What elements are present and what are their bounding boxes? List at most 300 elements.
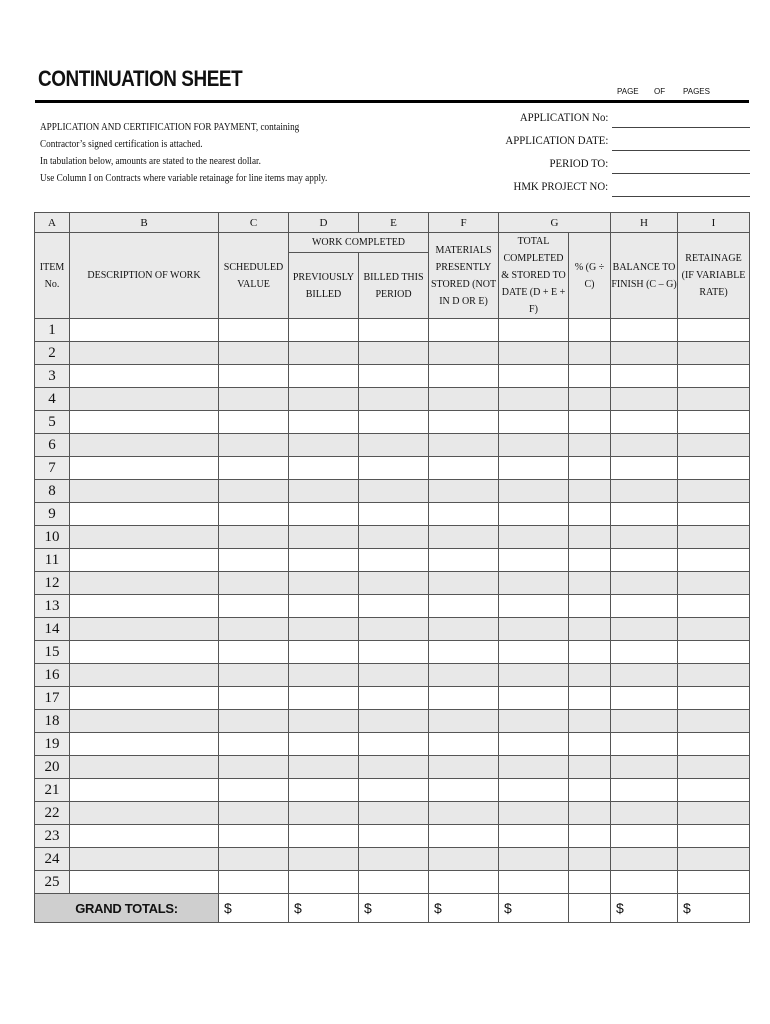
retainage-cell[interactable]	[678, 480, 750, 503]
billed-this-period-header: BILLED THIS PERIOD	[359, 253, 429, 319]
percent-cell[interactable]	[569, 848, 611, 871]
total-completed-cell[interactable]	[499, 411, 569, 434]
scheduled-value-cell[interactable]	[219, 388, 289, 411]
retainage-cell[interactable]	[678, 365, 750, 388]
previously-billed-cell[interactable]	[289, 342, 359, 365]
balance-cell[interactable]	[611, 779, 678, 802]
balance-cell[interactable]	[611, 687, 678, 710]
materials-stored-cell[interactable]	[429, 595, 499, 618]
percent-cell[interactable]	[569, 480, 611, 503]
grand-totals-label: GRAND TOTALS:	[35, 894, 219, 923]
previously-billed-cell[interactable]	[289, 641, 359, 664]
retainage-cell[interactable]	[678, 825, 750, 848]
scheduled-value-cell[interactable]	[219, 342, 289, 365]
materials-stored-cell[interactable]	[429, 526, 499, 549]
percent-cell[interactable]	[569, 779, 611, 802]
retainage-cell[interactable]	[678, 871, 750, 894]
previously-billed-cell[interactable]	[289, 733, 359, 756]
column-letter: A	[35, 213, 70, 233]
description-cell[interactable]	[70, 641, 219, 664]
retainage-cell[interactable]	[678, 756, 750, 779]
description-cell[interactable]	[70, 503, 219, 526]
percent-cell[interactable]	[569, 526, 611, 549]
retainage-cell[interactable]	[678, 388, 750, 411]
column-letter: B	[70, 213, 219, 233]
billed-this-period-cell[interactable]	[359, 365, 429, 388]
balance-cell[interactable]	[611, 756, 678, 779]
total-completed-cell[interactable]	[499, 733, 569, 756]
description-cell[interactable]	[70, 802, 219, 825]
retainage-cell[interactable]	[678, 503, 750, 526]
table-row	[35, 549, 750, 572]
table-row	[35, 848, 750, 871]
item-number: 3	[35, 365, 70, 388]
retainage-cell[interactable]	[678, 733, 750, 756]
total-completed-cell[interactable]	[499, 434, 569, 457]
billed-this-period-cell[interactable]	[359, 595, 429, 618]
balance-cell[interactable]	[611, 388, 678, 411]
table-row	[35, 365, 750, 388]
table-row	[35, 572, 750, 595]
application-no-line[interactable]	[612, 127, 750, 128]
scheduled-value-cell[interactable]	[219, 526, 289, 549]
column-letter: H	[611, 213, 678, 233]
description-cell[interactable]	[70, 618, 219, 641]
previously-billed-cell[interactable]	[289, 319, 359, 342]
percent-cell[interactable]	[569, 365, 611, 388]
balance-cell[interactable]	[611, 733, 678, 756]
item-number: 18	[35, 710, 70, 733]
column-letter: E	[359, 213, 429, 233]
percent-cell[interactable]	[569, 503, 611, 526]
description-cell[interactable]	[70, 848, 219, 871]
item-number: 7	[35, 457, 70, 480]
percent-cell[interactable]	[569, 411, 611, 434]
scheduled-value-cell[interactable]	[219, 618, 289, 641]
description-cell[interactable]	[70, 710, 219, 733]
scheduled-value-cell[interactable]	[219, 756, 289, 779]
materials-stored-cell[interactable]	[429, 802, 499, 825]
scheduled-value-cell[interactable]	[219, 733, 289, 756]
billed-this-period-cell[interactable]	[359, 319, 429, 342]
grand-totals-row	[35, 894, 750, 923]
item-number: 19	[35, 733, 70, 756]
description-cell[interactable]	[70, 388, 219, 411]
balance-cell[interactable]	[611, 871, 678, 894]
application-date-label: APPLICATION DATE:	[505, 133, 608, 147]
description-cell[interactable]	[70, 434, 219, 457]
column-letter: D	[289, 213, 359, 233]
materials-stored-cell[interactable]	[429, 687, 499, 710]
item-number: 23	[35, 825, 70, 848]
retainage-header: RETAINAGE (IF VARIABLE RATE)	[678, 233, 750, 319]
percent-cell[interactable]	[569, 618, 611, 641]
billed-this-period-cell[interactable]	[359, 687, 429, 710]
scheduled-value-cell[interactable]	[219, 503, 289, 526]
billed-this-period-cell[interactable]	[359, 618, 429, 641]
billed-this-period-cell[interactable]	[359, 572, 429, 595]
total-completed-cell[interactable]	[499, 388, 569, 411]
materials-stored-cell[interactable]	[429, 503, 499, 526]
total-completed-cell[interactable]	[499, 618, 569, 641]
retainage-cell[interactable]	[678, 319, 750, 342]
application-date-line[interactable]	[612, 150, 750, 151]
previously-billed-header: PREVIOUSLY BILLED	[289, 253, 359, 319]
total-billed-this-period-cell[interactable]: $	[359, 894, 429, 923]
table-row	[35, 733, 750, 756]
previously-billed-cell[interactable]	[289, 664, 359, 687]
retainage-cell[interactable]	[678, 595, 750, 618]
description-cell[interactable]	[70, 664, 219, 687]
table-row	[35, 342, 750, 365]
percent-cell[interactable]	[569, 802, 611, 825]
column-letter-row	[35, 213, 750, 233]
item-number: 10	[35, 526, 70, 549]
table-row	[35, 618, 750, 641]
total-completed-cell[interactable]	[499, 595, 569, 618]
application-date-field[interactable]	[440, 131, 750, 151]
period-to-line[interactable]	[612, 173, 750, 174]
table-row	[35, 687, 750, 710]
billed-this-period-cell[interactable]	[359, 549, 429, 572]
percent-cell[interactable]	[569, 825, 611, 848]
total-completed-cell[interactable]	[499, 664, 569, 687]
previously-billed-cell[interactable]	[289, 848, 359, 871]
description-cell[interactable]	[70, 457, 219, 480]
retainage-cell[interactable]	[678, 710, 750, 733]
billed-this-period-cell[interactable]	[359, 779, 429, 802]
table-row	[35, 526, 750, 549]
retainage-cell[interactable]	[678, 848, 750, 871]
table-row	[35, 710, 750, 733]
balance-to-finish-header: BALANCE TO FINISH (C – G)	[611, 233, 678, 319]
balance-cell[interactable]	[611, 572, 678, 595]
previously-billed-cell[interactable]	[289, 687, 359, 710]
materials-stored-cell[interactable]	[429, 457, 499, 480]
previously-billed-cell[interactable]	[289, 526, 359, 549]
balance-cell[interactable]	[611, 526, 678, 549]
percent-cell[interactable]	[569, 457, 611, 480]
materials-stored-cell[interactable]	[429, 480, 499, 503]
balance-cell[interactable]	[611, 411, 678, 434]
percent-cell[interactable]	[569, 710, 611, 733]
description-cell[interactable]	[70, 687, 219, 710]
column-letter: C	[219, 213, 289, 233]
previously-billed-cell[interactable]	[289, 802, 359, 825]
scheduled-value-cell[interactable]	[219, 641, 289, 664]
billed-this-period-cell[interactable]	[359, 710, 429, 733]
total-completed-cell[interactable]	[499, 641, 569, 664]
table-row	[35, 388, 750, 411]
previously-billed-cell[interactable]	[289, 710, 359, 733]
materials-stored-cell[interactable]	[429, 342, 499, 365]
retainage-cell[interactable]	[678, 572, 750, 595]
total-completed-cell[interactable]	[499, 457, 569, 480]
table-row	[35, 457, 750, 480]
materials-stored-cell[interactable]	[429, 710, 499, 733]
billed-this-period-cell[interactable]	[359, 480, 429, 503]
previously-billed-cell[interactable]	[289, 871, 359, 894]
item-number: 12	[35, 572, 70, 595]
percent-cell[interactable]	[569, 871, 611, 894]
item-number: 2	[35, 342, 70, 365]
percent-cell[interactable]	[569, 342, 611, 365]
materials-stored-cell[interactable]	[429, 664, 499, 687]
balance-cell[interactable]	[611, 342, 678, 365]
scheduled-value-cell[interactable]	[219, 572, 289, 595]
item-number: 24	[35, 848, 70, 871]
total-completed-cell[interactable]	[499, 503, 569, 526]
scheduled-value-cell[interactable]	[219, 549, 289, 572]
previously-billed-cell[interactable]	[289, 756, 359, 779]
materials-stored-cell[interactable]	[429, 549, 499, 572]
previously-billed-cell[interactable]	[289, 457, 359, 480]
billed-this-period-cell[interactable]	[359, 434, 429, 457]
billed-this-period-cell[interactable]	[359, 641, 429, 664]
billed-this-period-cell[interactable]	[359, 733, 429, 756]
total-completed-cell[interactable]	[499, 526, 569, 549]
previously-billed-cell[interactable]	[289, 572, 359, 595]
billed-this-period-cell[interactable]	[359, 457, 429, 480]
period-to-field[interactable]	[440, 154, 750, 174]
description-cell[interactable]	[70, 733, 219, 756]
percent-cell[interactable]	[569, 549, 611, 572]
percent-cell[interactable]	[569, 733, 611, 756]
materials-stored-cell[interactable]	[429, 365, 499, 388]
total-completed-cell[interactable]	[499, 319, 569, 342]
percent-cell[interactable]	[569, 319, 611, 342]
total-completed-cell[interactable]	[499, 802, 569, 825]
description-cell[interactable]	[70, 779, 219, 802]
project-no-label: HMK PROJECT NO:	[513, 179, 608, 193]
percent-cell[interactable]	[569, 388, 611, 411]
balance-cell[interactable]	[611, 848, 678, 871]
description-cell[interactable]	[70, 480, 219, 503]
total-completed-cell[interactable]	[499, 779, 569, 802]
balance-cell[interactable]	[611, 319, 678, 342]
total-completed-cell[interactable]	[499, 756, 569, 779]
billed-this-period-cell[interactable]	[359, 802, 429, 825]
materials-stored-cell[interactable]	[429, 411, 499, 434]
retainage-cell[interactable]	[678, 457, 750, 480]
description-cell[interactable]	[70, 871, 219, 894]
balance-cell[interactable]	[611, 365, 678, 388]
balance-cell[interactable]	[611, 480, 678, 503]
scheduled-value-cell[interactable]	[219, 365, 289, 388]
balance-cell[interactable]	[611, 825, 678, 848]
item-number: 13	[35, 595, 70, 618]
total-completed-cell[interactable]	[499, 871, 569, 894]
total-retainage-cell[interactable]: $	[678, 894, 750, 923]
total-completed-stored-cell[interactable]: $	[499, 894, 569, 923]
billed-this-period-cell[interactable]	[359, 756, 429, 779]
retainage-cell[interactable]	[678, 641, 750, 664]
retainage-cell[interactable]	[678, 411, 750, 434]
billed-this-period-cell[interactable]	[359, 388, 429, 411]
scheduled-value-cell[interactable]	[219, 710, 289, 733]
materials-stored-cell[interactable]	[429, 871, 499, 894]
retainage-cell[interactable]	[678, 802, 750, 825]
total-completed-cell[interactable]	[499, 572, 569, 595]
previously-billed-cell[interactable]	[289, 618, 359, 641]
balance-cell[interactable]	[611, 618, 678, 641]
description-cell[interactable]	[70, 411, 219, 434]
materials-stored-cell[interactable]	[429, 779, 499, 802]
scheduled-value-cell[interactable]	[219, 687, 289, 710]
previously-billed-cell[interactable]	[289, 825, 359, 848]
materials-stored-cell[interactable]	[429, 319, 499, 342]
total-completed-cell[interactable]	[499, 342, 569, 365]
balance-cell[interactable]	[611, 549, 678, 572]
total-completed-cell[interactable]	[499, 848, 569, 871]
column-header-row	[35, 233, 750, 253]
description-cell[interactable]	[70, 595, 219, 618]
description-cell[interactable]	[70, 756, 219, 779]
scheduled-value-cell[interactable]	[219, 871, 289, 894]
balance-cell[interactable]	[611, 457, 678, 480]
table-row	[35, 434, 750, 457]
total-completed-cell[interactable]	[499, 549, 569, 572]
item-number: 6	[35, 434, 70, 457]
materials-stored-cell[interactable]	[429, 756, 499, 779]
total-completed-cell[interactable]	[499, 480, 569, 503]
materials-stored-cell[interactable]	[429, 733, 499, 756]
billed-this-period-cell[interactable]	[359, 526, 429, 549]
line-items	[35, 319, 750, 894]
description-cell[interactable]	[70, 549, 219, 572]
description-cell[interactable]	[70, 526, 219, 549]
balance-cell[interactable]	[611, 802, 678, 825]
materials-stored-cell[interactable]	[429, 848, 499, 871]
total-percent-cell	[569, 894, 611, 923]
total-completed-cell[interactable]	[499, 825, 569, 848]
scheduled-value-cell[interactable]	[219, 664, 289, 687]
table-row	[35, 825, 750, 848]
balance-cell[interactable]	[611, 664, 678, 687]
previously-billed-cell[interactable]	[289, 388, 359, 411]
scheduled-value-cell[interactable]	[219, 319, 289, 342]
intro-line: In tabulation below, amounts are stated to the nearest dollar.	[40, 156, 261, 167]
scheduled-value-cell[interactable]	[219, 457, 289, 480]
materials-stored-cell[interactable]	[429, 641, 499, 664]
table-row	[35, 411, 750, 434]
materials-stored-cell[interactable]	[429, 388, 499, 411]
total-scheduled-value-cell[interactable]: $	[219, 894, 289, 923]
percent-cell[interactable]	[569, 434, 611, 457]
balance-cell[interactable]	[611, 595, 678, 618]
previously-billed-cell[interactable]	[289, 434, 359, 457]
retainage-cell[interactable]	[678, 434, 750, 457]
materials-stored-cell[interactable]	[429, 618, 499, 641]
description-header: DESCRIPTION OF WORK	[70, 233, 219, 319]
retainage-cell[interactable]	[678, 664, 750, 687]
table-row	[35, 756, 750, 779]
balance-cell[interactable]	[611, 503, 678, 526]
item-number: 20	[35, 756, 70, 779]
scheduled-value-cell[interactable]	[219, 480, 289, 503]
description-cell[interactable]	[70, 342, 219, 365]
column-letter: F	[429, 213, 499, 233]
item-number: 5	[35, 411, 70, 434]
percent-cell[interactable]	[569, 572, 611, 595]
retainage-cell[interactable]	[678, 687, 750, 710]
previously-billed-cell[interactable]	[289, 365, 359, 388]
balance-cell[interactable]	[611, 710, 678, 733]
description-cell[interactable]	[70, 825, 219, 848]
total-materials-stored-cell[interactable]: $	[429, 894, 499, 923]
scheduled-value-cell[interactable]	[219, 434, 289, 457]
scheduled-value-cell[interactable]	[219, 802, 289, 825]
table-row	[35, 779, 750, 802]
retainage-cell[interactable]	[678, 342, 750, 365]
column-letter: I	[678, 213, 750, 233]
table-row	[35, 664, 750, 687]
previously-billed-cell[interactable]	[289, 411, 359, 434]
percent-header: % (G ÷ C)	[569, 233, 611, 319]
total-completed-cell[interactable]	[499, 710, 569, 733]
total-completed-cell[interactable]	[499, 687, 569, 710]
percent-cell[interactable]	[569, 595, 611, 618]
materials-stored-cell[interactable]	[429, 825, 499, 848]
project-no-line[interactable]	[612, 196, 750, 197]
percent-cell[interactable]	[569, 756, 611, 779]
retainage-cell[interactable]	[678, 618, 750, 641]
balance-cell[interactable]	[611, 434, 678, 457]
project-no-field[interactable]	[440, 177, 750, 197]
application-no-field[interactable]	[440, 108, 750, 128]
previously-billed-cell[interactable]	[289, 480, 359, 503]
billed-this-period-cell[interactable]	[359, 871, 429, 894]
description-cell[interactable]	[70, 319, 219, 342]
previously-billed-cell[interactable]	[289, 549, 359, 572]
balance-cell[interactable]	[611, 641, 678, 664]
previously-billed-cell[interactable]	[289, 779, 359, 802]
description-cell[interactable]	[70, 572, 219, 595]
billed-this-period-cell[interactable]	[359, 664, 429, 687]
table-row	[35, 595, 750, 618]
total-previously-billed-cell[interactable]: $	[289, 894, 359, 923]
billed-this-period-cell[interactable]	[359, 848, 429, 871]
billed-this-period-cell[interactable]	[359, 503, 429, 526]
retainage-cell[interactable]	[678, 549, 750, 572]
retainage-cell[interactable]	[678, 779, 750, 802]
item-number: 11	[35, 549, 70, 572]
scheduled-value-cell[interactable]	[219, 411, 289, 434]
total-balance-cell[interactable]: $	[611, 894, 678, 923]
billed-this-period-cell[interactable]	[359, 825, 429, 848]
intro-line: Contractor’s signed certification is attached.	[40, 139, 203, 150]
retainage-cell[interactable]	[678, 526, 750, 549]
scheduled-value-cell[interactable]	[219, 825, 289, 848]
total-completed-cell[interactable]	[499, 365, 569, 388]
scheduled-value-cell[interactable]	[219, 779, 289, 802]
percent-cell[interactable]	[569, 664, 611, 687]
scheduled-value-cell[interactable]	[219, 595, 289, 618]
percent-cell[interactable]	[569, 641, 611, 664]
billed-this-period-cell[interactable]	[359, 411, 429, 434]
previously-billed-cell[interactable]	[289, 503, 359, 526]
materials-stored-cell[interactable]	[429, 572, 499, 595]
table-row	[35, 319, 750, 342]
percent-cell[interactable]	[569, 687, 611, 710]
item-number: 21	[35, 779, 70, 802]
scheduled-value-cell[interactable]	[219, 848, 289, 871]
billed-this-period-cell[interactable]	[359, 342, 429, 365]
page-label: PAGE	[617, 87, 639, 96]
materials-stored-cell[interactable]	[429, 434, 499, 457]
previously-billed-cell[interactable]	[289, 595, 359, 618]
description-cell[interactable]	[70, 365, 219, 388]
